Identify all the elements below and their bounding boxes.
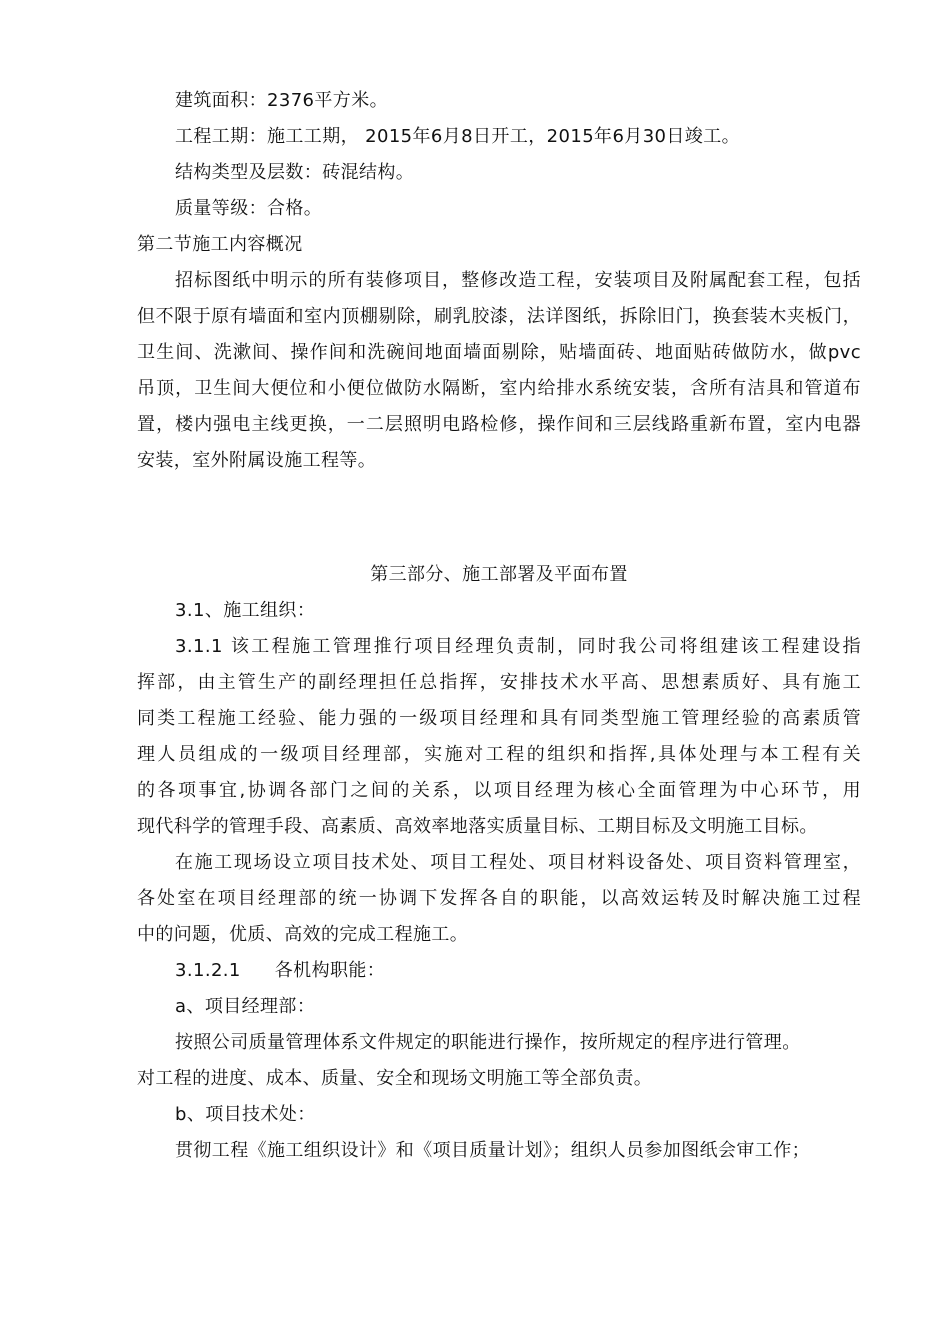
item-b-line: 贯彻工程《施工组织设计》和《项目质量计划》；组织人员参加图纸会审工作； xyxy=(175,1140,810,1161)
item-a-title: a、项目经理部： xyxy=(175,996,316,1017)
para-3-1-1-line: 现代科学的管理手段、高素质、高效率地落实质量目标、工期目标及文明施工目标。 xyxy=(137,816,818,837)
section-spacer xyxy=(137,479,861,557)
section2-line: 招标图纸中明示的所有装修项目，整修改造工程，安装项目及附属配套工程，包括 xyxy=(175,270,861,291)
item-a-line: 对工程的进度、成本、质量、安全和现场文明施工等全部负责。 xyxy=(137,1068,653,1089)
para-3-1-1-line: 的各项事宜,协调各部门之间的关系，以项目经理为核心全面管理为中心环节，用 xyxy=(137,780,861,801)
building-area: 建筑面积：2376平方米。 xyxy=(175,90,389,111)
para-3-1-1-line: 同类工程施工经验、能力强的一级项目经理和具有同类型施工管理经验的高素质管 xyxy=(137,708,861,729)
structure-type: 结构类型及层数：砖混结构。 xyxy=(175,162,415,183)
section2-heading: 第二节施工内容概况 xyxy=(137,234,303,255)
subsection-3-1: 3.1、施工组织： xyxy=(175,600,316,621)
section2-line: 但不限于原有墙面和室内顶棚剔除，刷乳胶漆，法详图纸，拆除旧门，换套装木夹板门， xyxy=(137,306,861,327)
para-site-line: 各处室在项目经理部的统一协调下发挥各自的职能，以高效运转及时解决施工过程 xyxy=(137,888,861,909)
para-site-line: 中的问题，优质、高效的完成工程施工。 xyxy=(137,924,469,945)
para-3-1-1-line: 理人员组成的一级项目经理部，实施对工程的组织和指挥,具体处理与本工程有关 xyxy=(137,744,861,765)
subsection-number: 3.1.2.1 xyxy=(175,960,241,981)
part3-heading: 第三部分、施工部署及平面布置 xyxy=(370,564,628,585)
para-3-1-1-line: 挥部，由主管生产的副经理担任总指挥，安排技术水平高、思想素质好、具有施工 xyxy=(137,672,861,693)
section2-line: 吊顶，卫生间大便位和小便位做防水隔断，室内给排水系统安装，含所有洁具和管道布 xyxy=(137,378,861,399)
para-site-line: 在施工现场设立项目技术处、项目工程处、项目材料设备处、项目资料管理室， xyxy=(175,852,861,873)
item-a-line: 按照公司质量管理体系文件规定的职能进行操作，按所规定的程序进行管理。 xyxy=(175,1032,801,1053)
section2-line: 安装，室外附属设施工程等。 xyxy=(137,450,377,471)
para-3-1-1-line: 3.1.1 该工程施工管理推行项目经理负责制，同时我公司将组建该工程建设指 xyxy=(175,636,861,657)
quality-grade: 质量等级：合格。 xyxy=(175,198,323,219)
section2-line: 置，楼内强电主线更换，一二层照明电路检修，操作间和三层线路重新布置，室内电器 xyxy=(137,414,861,435)
section2-line: 卫生间、洗漱间、操作间和洗碗间地面墙面剔除，贴墙面砖、地面贴砖做防水，做pvc xyxy=(137,342,861,363)
subsection-3-1-2-1 xyxy=(137,953,861,989)
project-duration: 工程工期：施工工期， 2015年6月8日开工，2015年6月30日竣工。 xyxy=(175,126,740,147)
subsection-title: 各机构职能： xyxy=(274,960,386,981)
document-body xyxy=(137,83,861,1169)
item-b-title: b、项目技术处： xyxy=(175,1104,316,1125)
